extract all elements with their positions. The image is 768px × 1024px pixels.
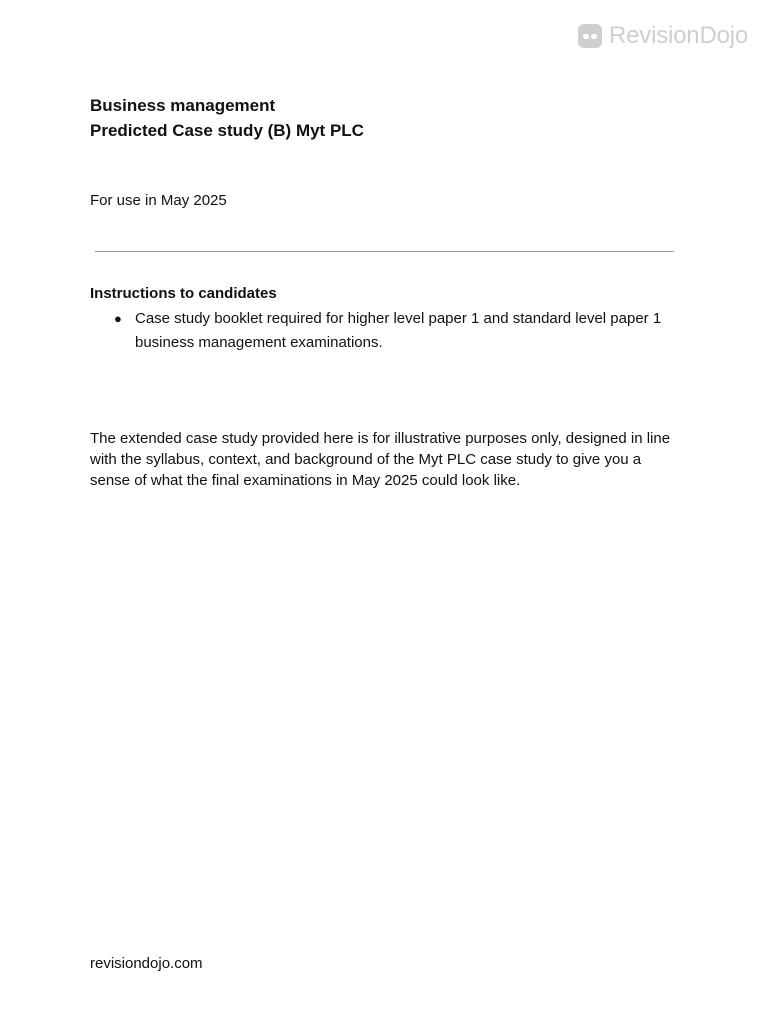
instructions-list [90,307,680,355]
title-subject: Business management [90,96,276,115]
use-date-line: For use in May 2025 [90,192,227,209]
revisiondojo-logo [578,22,748,50]
instruction-text: Case study booklet required for higher level paper 1 and standard level paper 1 business management examinations. [135,310,662,351]
document-title [90,93,364,143]
revisiondojo-logo-icon [578,24,602,48]
title-case-study: Predicted Case study (B) Myt PLC [90,121,364,140]
logo-eye-right [591,34,597,39]
logo-wordmark: RevisionDojo [609,22,748,49]
disclaimer-paragraph: The extended case study provided here is for illustrative purposes only, designed in line with the syllabus, context, and background of the Myt PLC case study to give you a sense of what the final examinations in May 2025 could look like. [90,430,671,489]
instructions-heading: Instructions to candidates [90,285,277,302]
section-divider [95,251,674,252]
bullet-icon: ● [114,311,122,326]
footer-website-link[interactable]: revisiondojo.com [90,955,203,972]
logo-eye-left [583,34,589,39]
instruction-item [90,307,680,355]
